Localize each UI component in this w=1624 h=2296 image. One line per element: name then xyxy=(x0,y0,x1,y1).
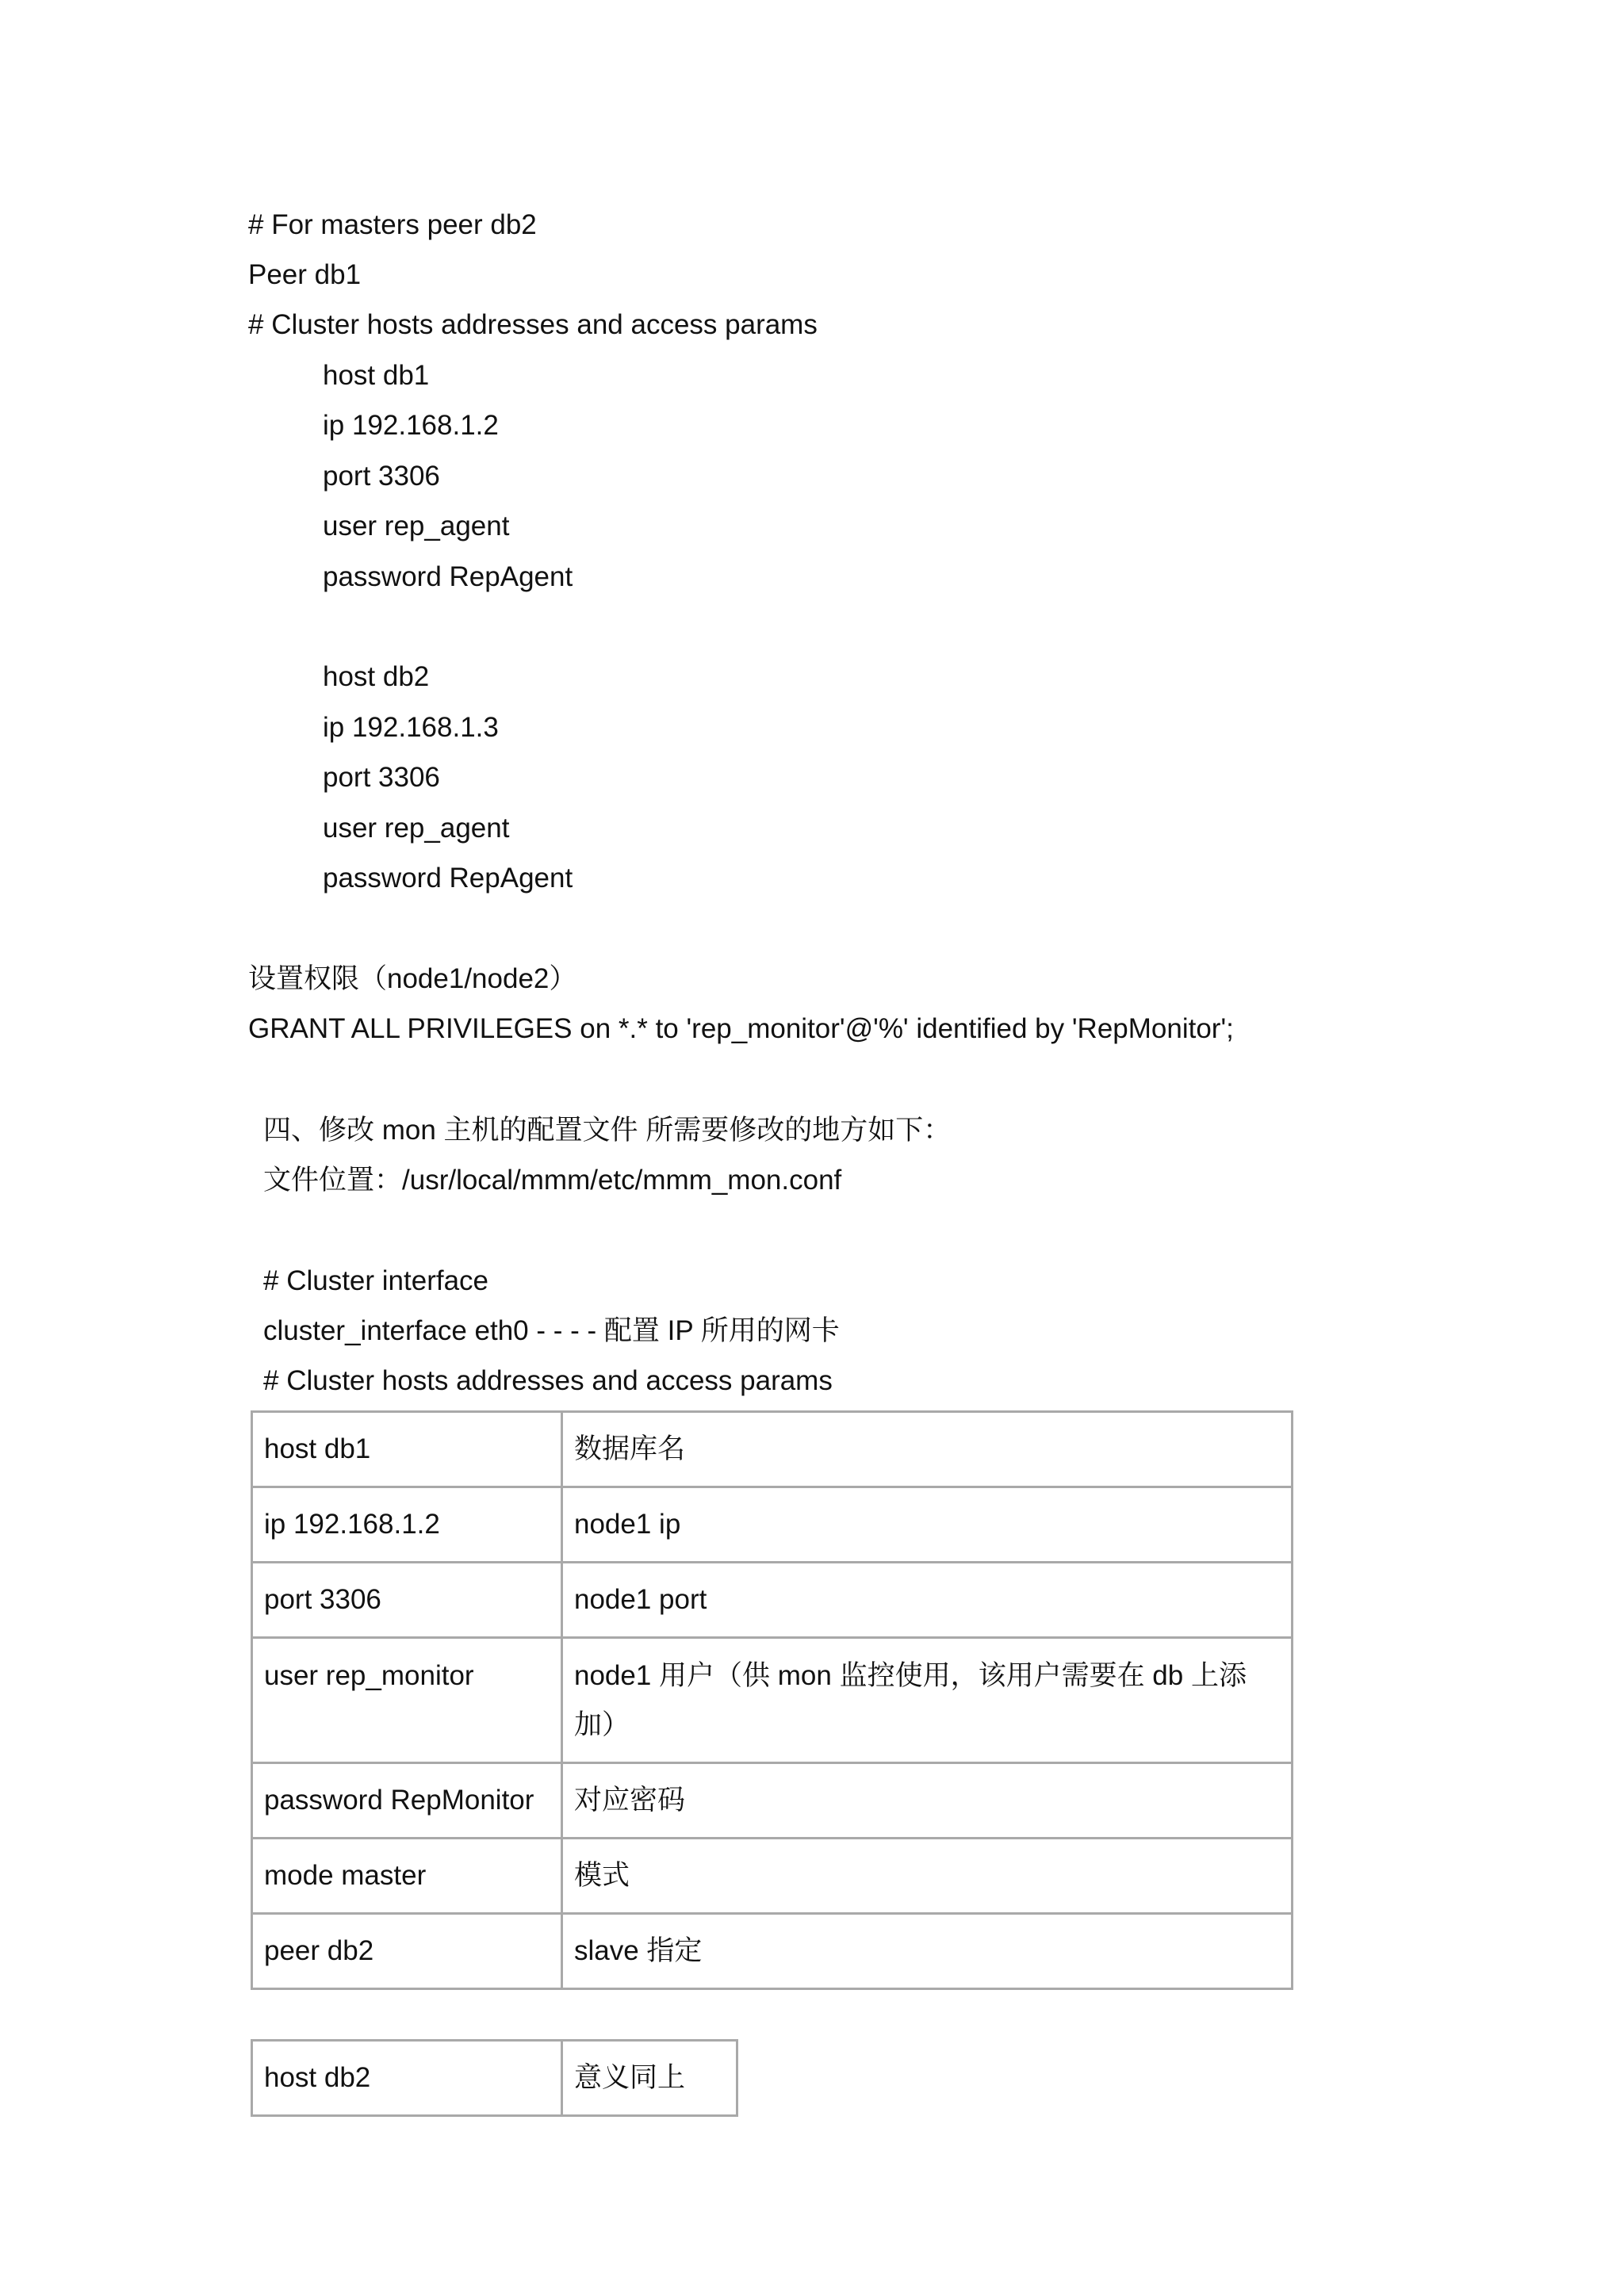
host2-user: user rep_agent xyxy=(323,813,510,844)
table-cell-value: slave 指定 xyxy=(562,1914,1293,1989)
comment-cluster-hosts-2: # Cluster hosts addresses and access params xyxy=(263,1365,833,1396)
table-cell-key: host db1 xyxy=(252,1412,562,1487)
host1-user: user rep_agent xyxy=(323,511,510,541)
grant-statement: GRANT ALL PRIVILEGES on *.* to 'rep_monitor'@'%' identified by 'RepMonitor'; xyxy=(248,1013,1234,1044)
table-cell-value: 数据库名 xyxy=(562,1412,1293,1487)
table-cell-key: port 3306 xyxy=(252,1563,562,1638)
table-row xyxy=(252,1412,1293,1487)
host2-password: password RepAgent xyxy=(323,863,573,894)
table-row xyxy=(252,1914,1293,1989)
table-row xyxy=(252,1638,1293,1763)
table-cell-value: 模式 xyxy=(562,1839,1293,1914)
table-row xyxy=(252,1839,1293,1914)
comment-cluster-interface: # Cluster interface xyxy=(263,1265,489,1296)
table-cell-value: 意义同上 xyxy=(562,2041,737,2116)
table-cell-value: node1 用户（供 mon 监控使用，该用户需要在 db 上添加） xyxy=(562,1638,1293,1763)
config-table xyxy=(251,1410,1293,1990)
table-cell-value: 对应密码 xyxy=(562,1763,1293,1839)
host2-host: host db2 xyxy=(323,661,430,692)
comment-masters: # For masters peer db2 xyxy=(248,209,537,240)
table-cell-key: user rep_monitor xyxy=(252,1638,562,1763)
table-row xyxy=(252,1563,1293,1638)
host2-port: port 3306 xyxy=(323,762,440,793)
host1-host: host db1 xyxy=(323,360,430,391)
section-heading: 四、修改 mon 主机的配置文件 所需要修改的地方如下： xyxy=(263,1115,952,1146)
host2-ip: ip 192.168.1.3 xyxy=(323,712,499,743)
table-row xyxy=(252,2041,737,2116)
table-row xyxy=(252,1487,1293,1563)
config-table-db2 xyxy=(251,2039,738,2117)
table-cell-key: host db2 xyxy=(252,2041,562,2116)
host1-port: port 3306 xyxy=(323,461,440,492)
table-cell-value: node1 ip xyxy=(562,1487,1293,1563)
table-cell-key: mode master xyxy=(252,1839,562,1914)
host1-ip: ip 192.168.1.2 xyxy=(323,410,499,441)
table-cell-key: password RepMonitor xyxy=(252,1763,562,1839)
table-cell-key: peer db2 xyxy=(252,1914,562,1989)
table-row xyxy=(252,1763,1293,1839)
table-cell-key: ip 192.168.1.2 xyxy=(252,1487,562,1563)
comment-cluster-hosts: # Cluster hosts addresses and access params xyxy=(248,309,818,340)
file-location: 文件位置：/usr/local/mmm/etc/mmm_mon.conf xyxy=(263,1165,842,1196)
table-cell-value: node1 port xyxy=(562,1563,1293,1638)
host1-password: password RepAgent xyxy=(323,561,573,592)
cluster-interface-line: cluster_interface eth0 - - - - 配置 IP 所用的网卡 xyxy=(263,1315,840,1346)
privileges-title: 设置权限（node1/node2） xyxy=(248,963,577,994)
peer-line: Peer db1 xyxy=(248,259,362,290)
